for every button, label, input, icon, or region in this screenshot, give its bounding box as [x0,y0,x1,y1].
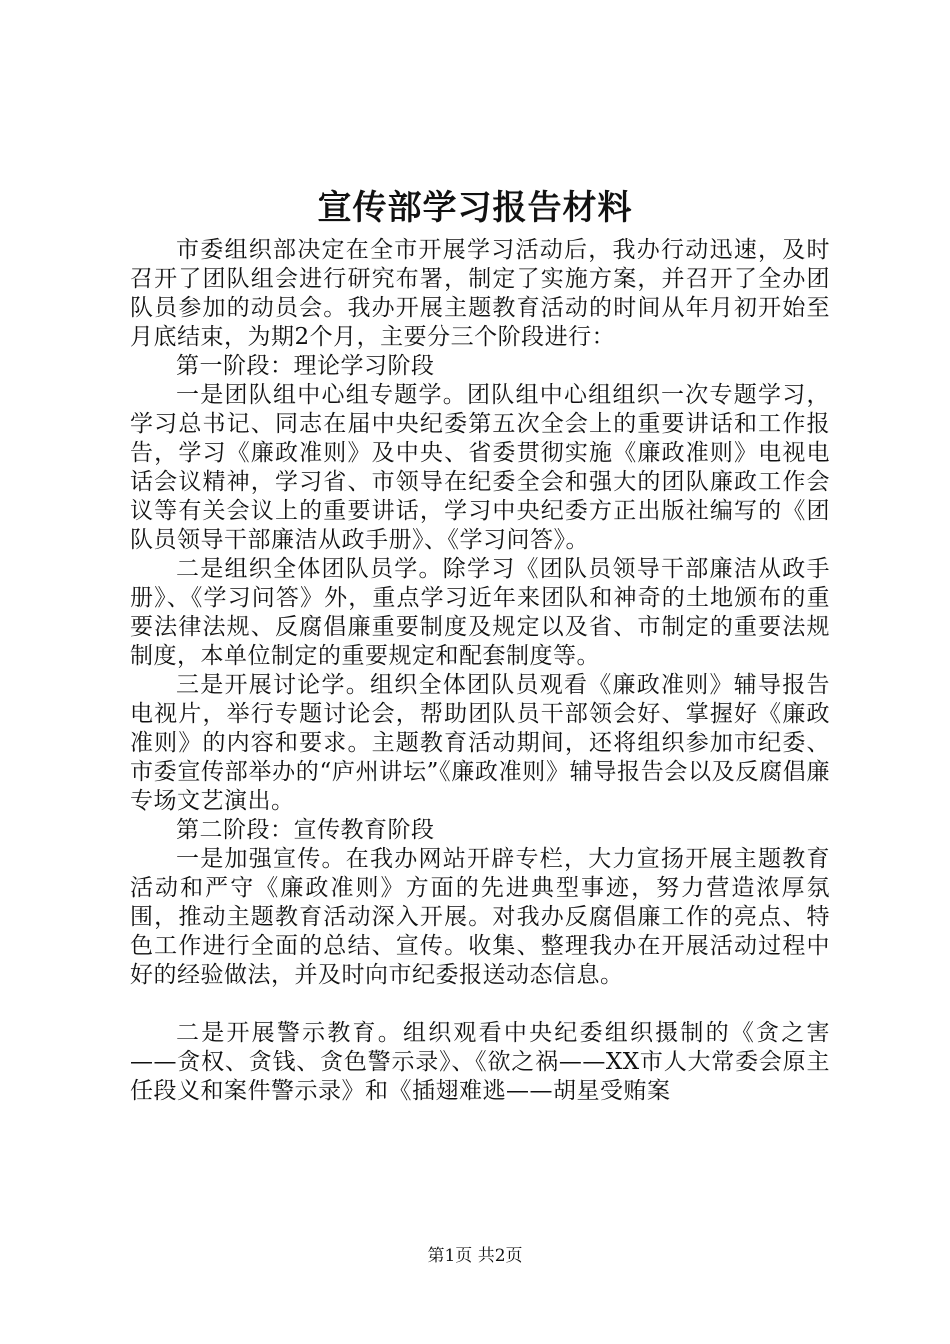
paragraph-stage-one-item-one: 一是团队组中心组专题学。团队组中心组组织一次专题学习，学习总书记、同志在届中央纪委第五次全会上的重要讲话和工作报告，学习《廉政准则》及中央、省委贯彻实施《廉政准则》电视电话会议精神，学习省、市领导在纪委全会和强大的团队廉政工作会议等有关会议上的重要讲话，学习中央纪委方正出版社编写的《团队员领导干部廉洁从政手册》、《学习问答》。 [130,382,830,553]
page-number-footer: 第1页 共2页 [427,1246,523,1266]
section-heading-stage-one: 第一阶段：理论学习阶段 [176,353,435,379]
document-title: 宣传部学习报告材料 [317,188,633,228]
paragraph-intro: 市委组织部决定在全市开展学习活动后，我办行动迅速，及时召开了团队组会进行研究布署，制定了实施方案，并召开了全办团队员参加的动员会。我办开展主题教育活动的时间从年月初开始至月底结束，为期2个月，主要分三个阶段进行： [130,237,830,350]
document-body [130,236,830,1106]
paragraph-stage-one-item-three: 三是开展讨论学。组织全体团队员观看《廉政准则》辅导报告电视片，举行专题讨论会，帮助团队员干部领会好、掌握好《廉政准则》的内容和要求。主题教育活动期间，还将组织参加市纪委、市委宣传部举办的“庐州讲坛”《廉政准则》辅导报告会以及反腐倡廉专场文艺演出。 [130,672,830,814]
section-heading-stage-two: 第二阶段：宣传教育阶段 [176,817,435,843]
paragraph-stage-one-item-two: 二是组织全体团队员学。除学习《团队员领导干部廉洁从政手册》、《学习问答》外，重点学习近年来团队和神奇的土地颁布的重要法律法规、反腐倡廉重要制度及规定以及省、市制定的重要法规制度，本单位制定的重要规定和配套制度等。 [130,556,830,669]
paragraph-stage-two-item-one: 一是加强宣传。在我办网站开辟专栏，大力宣扬开展主题教育活动和严守《廉政准则》方面的先进典型事迹，努力营造浓厚氛围，推动主题教育活动深入开展。对我办反腐倡廉工作的亮点、特色工作进行全面的总结、宣传。收集、整理我办在开展活动过程中好的经验做法，并及时向市纪委报送动态信息。 [130,846,830,988]
paragraph-stage-two-item-two: 二是开展警示教育。组织观看中央纪委组织摄制的《贪之害——贪权、贪钱、贪色警示录》、《欲之祸——XX市人大常委会原主任段义和案件警示录》和《插翅难逃——胡星受贿案 [130,1020,830,1104]
